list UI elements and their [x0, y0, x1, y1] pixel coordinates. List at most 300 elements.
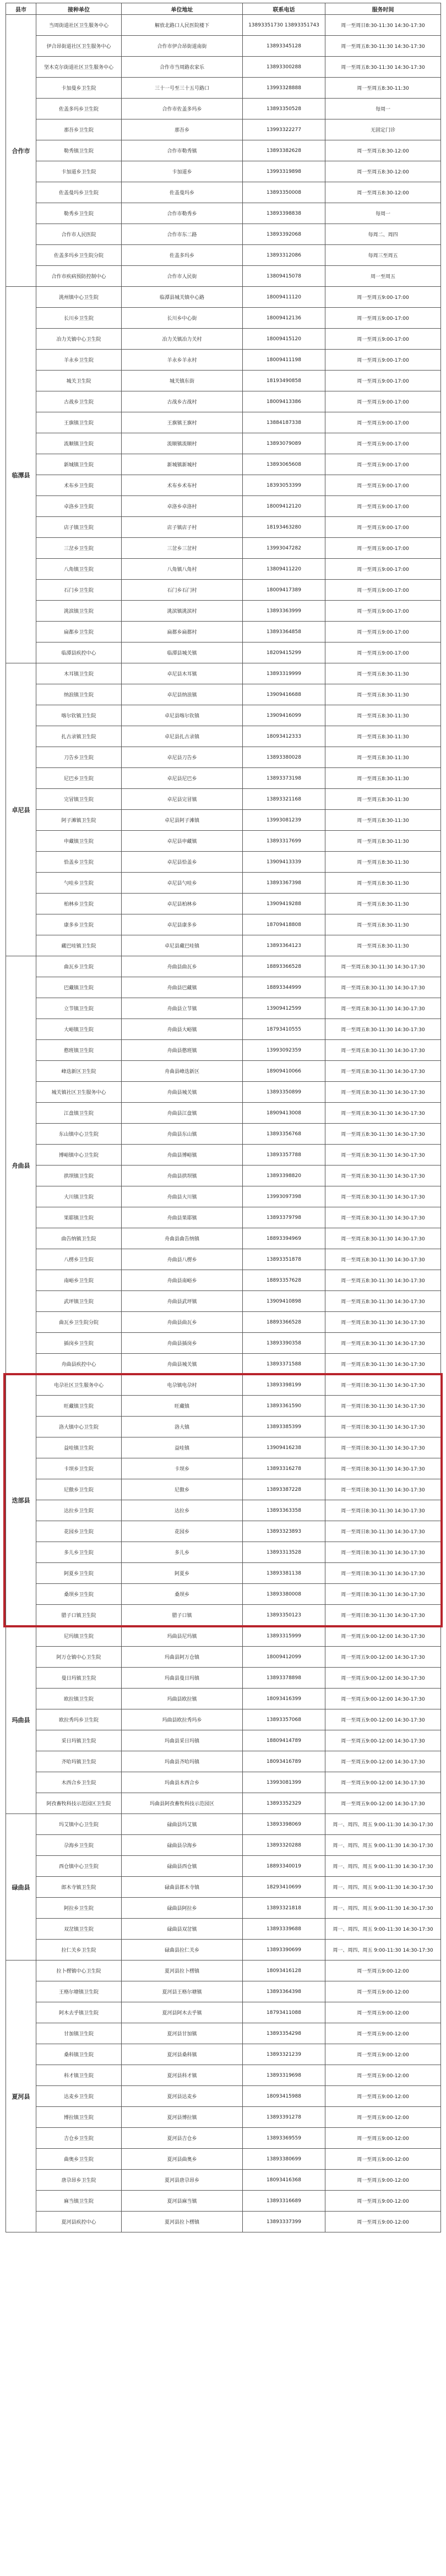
- address-cell: 舟曲县憨班镇: [122, 1040, 243, 1061]
- site-cell: 憨班镇卫生院: [36, 1040, 122, 1061]
- address-cell: 合作市佐盖多玛乡: [122, 99, 243, 119]
- site-cell: 合作市疾病预防控制中心: [36, 266, 122, 287]
- hours-cell: 周一至周五8:30-11:30 14:30-17:30: [325, 1270, 441, 1291]
- phone-cell: 13893398838: [243, 203, 325, 224]
- table-row: [6, 1626, 441, 1647]
- address-cell: 三岔乡三岔村: [122, 538, 243, 559]
- table-row: [6, 663, 441, 684]
- phone-cell: 18009412136: [243, 308, 325, 329]
- site-cell: 阿拉乡卫生院: [36, 1898, 122, 1919]
- hours-cell: 周一至周五9:00-12:00 14:30-17:30: [325, 1772, 441, 1793]
- phone-cell: 13993097398: [243, 1186, 325, 1207]
- address-cell: 八角镇八角村: [122, 559, 243, 580]
- phone-cell: 13893321818: [243, 1898, 325, 1919]
- table-row: [6, 1856, 441, 1877]
- site-cell: 王格尔塘镇卫生院: [36, 1981, 122, 2002]
- site-cell: 武坪镇卫生院: [36, 1291, 122, 1312]
- phone-cell: 13884187338: [243, 412, 325, 433]
- hours-cell: 周一至周五8:30-11:30: [325, 914, 441, 935]
- hours-cell: 周一至周日8:30-11:30 14:30-17:30: [325, 1458, 441, 1479]
- phone-cell: 18909413008: [243, 1103, 325, 1124]
- hours-cell: 周一至周五8:30-11:30 14:30-17:30: [325, 998, 441, 1019]
- table-row: [6, 57, 441, 78]
- address-cell: 卓尼县阿子滩镇: [122, 810, 243, 831]
- site-cell: 阿孜畜牧科技示范园区卫生院: [36, 1793, 122, 1814]
- hours-cell: 周一至周五8:30-11:30 14:30-17:30: [325, 1145, 441, 1166]
- address-cell: 新城镇新城村: [122, 454, 243, 475]
- table-row: [6, 1898, 441, 1919]
- table-row: [6, 914, 441, 935]
- phone-cell: 13893317699: [243, 831, 325, 852]
- address-cell: 夏河县博拉镇: [122, 2107, 243, 2128]
- hours-cell: 周一至周五9:00-12:00 14:30-17:30: [325, 1709, 441, 1730]
- address-cell: 舟曲县曲瓦乡: [122, 956, 243, 977]
- address-cell: 卓洛乡卓洛村: [122, 496, 243, 517]
- address-cell: 洮滨镇洮滨村: [122, 601, 243, 622]
- table-row: [6, 350, 441, 371]
- site-cell: 长川乡卫生院: [36, 308, 122, 329]
- site-cell: 插岗乡卫生院: [36, 1333, 122, 1354]
- table-row: [6, 1270, 441, 1291]
- table-row: [6, 1103, 441, 1124]
- site-cell: 尕海乡卫生院: [36, 1835, 122, 1856]
- table-row: [6, 1228, 441, 1249]
- hours-cell: 周一至周五8:30-11:30 14:30-17:30: [325, 1166, 441, 1186]
- site-cell: 洮滨镇卫生院: [36, 601, 122, 622]
- phone-cell: 18893366528: [243, 1312, 325, 1333]
- hours-cell: 周一至周日8:30-11:30 14:30-17:30: [325, 1437, 441, 1458]
- table-row: [6, 1521, 441, 1542]
- address-cell: 旺藏镇: [122, 1396, 243, 1417]
- hours-cell: 周一至周五8:30-11:30: [325, 810, 441, 831]
- hours-cell: 周一至周五8:30-12:00: [325, 182, 441, 203]
- phone-cell: 13893381138: [243, 1563, 325, 1584]
- phone-cell: 18709418808: [243, 914, 325, 935]
- table-row: [6, 873, 441, 894]
- hours-cell: 周一至周五8:30-11:30: [325, 873, 441, 894]
- hours-cell: 周一至周五9:00-12:00: [325, 2065, 441, 2086]
- table-row: [6, 726, 441, 747]
- table-row: [6, 1500, 441, 1521]
- phone-cell: 13893380028: [243, 747, 325, 768]
- phone-cell: 13893350008: [243, 182, 325, 203]
- phone-cell: 18893340019: [243, 1856, 325, 1877]
- hours-cell: 周一至周五9:00-12:00 14:30-17:30: [325, 1647, 441, 1668]
- table-row: [6, 2065, 441, 2086]
- address-cell: 卡加道乡: [122, 161, 243, 182]
- site-cell: 完冒镇卫生院: [36, 789, 122, 810]
- phone-cell: 13909416238: [243, 1437, 325, 1458]
- address-cell: 舟曲县东山镇: [122, 1124, 243, 1145]
- address-cell: 舟曲县拱坝镇: [122, 1166, 243, 1186]
- address-cell: 舟曲县曲瓦乡: [122, 1312, 243, 1333]
- address-cell: 碌曲县西仓镇: [122, 1856, 243, 1877]
- site-cell: 卡坝乡卫生院: [36, 1458, 122, 1479]
- table-row: [6, 1396, 441, 1417]
- site-cell: 南峪乡卫生院: [36, 1270, 122, 1291]
- table-row: [6, 1312, 441, 1333]
- table-row: [6, 36, 441, 57]
- phone-cell: 13993092359: [243, 1040, 325, 1061]
- site-cell: 立节镇卫生院: [36, 998, 122, 1019]
- table-row: [6, 956, 441, 977]
- phone-cell: 13893319698: [243, 2065, 325, 2086]
- hours-cell: 周一、周四、周五 9:00-11:30 14:30-17:30: [325, 1919, 441, 1940]
- phone-cell: 13909416688: [243, 684, 325, 705]
- site-cell: 博峪镇中心卫生院: [36, 1145, 122, 1166]
- county-cell: 碌曲县: [6, 1814, 36, 1960]
- table-row: [6, 559, 441, 580]
- address-cell: 卓尼县恰盖乡: [122, 852, 243, 873]
- phone-cell: 13893364858: [243, 622, 325, 642]
- hours-cell: 周一至周五9:00-12:00: [325, 2128, 441, 2149]
- site-cell: 江盘镇卫生院: [36, 1103, 122, 1124]
- header-county: 县市: [6, 3, 36, 15]
- site-cell: 齐哈玛镇卫生院: [36, 1751, 122, 1772]
- phone-cell: 13893379798: [243, 1207, 325, 1228]
- hours-cell: 周一至周五9:00-12:00: [325, 2212, 441, 2232]
- site-cell: 博拉镇卫生院: [36, 2107, 122, 2128]
- header-phone: 联系电话: [243, 3, 325, 15]
- address-cell: 玛曲县尼玛镇: [122, 1626, 243, 1647]
- hours-cell: 周一至周五9:00-12:00: [325, 1981, 441, 2002]
- table-row: [6, 810, 441, 831]
- site-cell: 东山镇中心卫生院: [36, 1124, 122, 1145]
- address-cell: 舟曲县南峪乡: [122, 1270, 243, 1291]
- hours-cell: 周一至周五9:00-17:00: [325, 391, 441, 412]
- site-cell: 吉仓乡卫生院: [36, 2128, 122, 2149]
- address-cell: 夏河县麻当镇: [122, 2191, 243, 2212]
- address-cell: 舟曲县城关镇: [122, 1354, 243, 1375]
- address-cell: 三十一号至三十五号路口: [122, 78, 243, 99]
- address-cell: 舟曲县江盘镇: [122, 1103, 243, 1124]
- site-cell: 刀告乡卫生院: [36, 747, 122, 768]
- address-cell: 合作市当周路农家乐: [122, 57, 243, 78]
- table-row: [6, 977, 441, 998]
- address-cell: 花园乡: [122, 1521, 243, 1542]
- table-row: [6, 1751, 441, 1772]
- address-cell: 舟曲县插岗乡: [122, 1333, 243, 1354]
- table-row: [6, 2023, 441, 2044]
- address-cell: 舟曲县峰迭新区: [122, 1061, 243, 1082]
- table-row: [6, 1542, 441, 1563]
- site-cell: 阿子滩镇卫生院: [36, 810, 122, 831]
- site-cell: 尼玛镇卫生院: [36, 1626, 122, 1647]
- address-cell: 电尕镇电尕村: [122, 1375, 243, 1396]
- hours-cell: 周一至周五8:30-11:30: [325, 831, 441, 852]
- address-cell: 夏河县唐尕昂乡: [122, 2170, 243, 2191]
- phone-cell: 18393053399: [243, 475, 325, 496]
- hours-cell: 周一至周五9:00-17:00: [325, 371, 441, 391]
- hours-cell: 周一至周五9:00-17:00: [325, 454, 441, 475]
- site-cell: 卡加曼乡卫生院: [36, 78, 122, 99]
- address-cell: 长川乡中心街: [122, 308, 243, 329]
- site-cell: 合作市人民医院: [36, 224, 122, 245]
- hours-cell: 周一至周五9:00-12:00: [325, 2002, 441, 2023]
- site-cell: 城关镇社区卫生服务中心: [36, 1082, 122, 1103]
- site-cell: 达麦乡卫生院: [36, 2086, 122, 2107]
- site-cell: 峰迭新区卫生院: [36, 1061, 122, 1082]
- phone-cell: 13893316278: [243, 1458, 325, 1479]
- table-row: [6, 78, 441, 99]
- site-cell: 欧拉镇卫生院: [36, 1689, 122, 1709]
- site-cell: 拱坝镇卫生院: [36, 1166, 122, 1186]
- table-row: [6, 1333, 441, 1354]
- phone-cell: 18093412333: [243, 726, 325, 747]
- table-row: [6, 935, 441, 956]
- site-cell: 拉卜楞镇中心卫生院: [36, 1960, 122, 1981]
- table-row: [6, 2170, 441, 2191]
- hours-cell: 周一至周五9:00-12:00: [325, 2107, 441, 2128]
- table-row: [6, 475, 441, 496]
- table-row: [6, 1354, 441, 1375]
- site-cell: 桑坝乡卫生院: [36, 1584, 122, 1605]
- phone-cell: 13893350123: [243, 1605, 325, 1626]
- site-cell: 八楞乡卫生院: [36, 1249, 122, 1270]
- phone-cell: 18093416789: [243, 1751, 325, 1772]
- hours-cell: 周一至周五: [325, 266, 441, 287]
- site-cell: 石门乡卫生院: [36, 580, 122, 601]
- phone-cell: 18009412099: [243, 1647, 325, 1668]
- phone-cell: 13893369559: [243, 2128, 325, 2149]
- hours-cell: 周一至周五8:30-11:30 14:30-17:30: [325, 1082, 441, 1103]
- site-cell: 恰盖乡卫生院: [36, 852, 122, 873]
- address-cell: 碌曲县阿拉乡: [122, 1898, 243, 1919]
- hours-cell: 周一至周五8:30-11:30 14:30-17:30: [325, 1124, 441, 1145]
- phone-cell: 13809411220: [243, 559, 325, 580]
- address-cell: 卓尼县尼巴乡: [122, 768, 243, 789]
- address-cell: 舟曲县大川镇: [122, 1186, 243, 1207]
- table-row: [6, 1563, 441, 1584]
- address-cell: 舟曲县大峪镇: [122, 1019, 243, 1040]
- table-row: [6, 1291, 441, 1312]
- address-cell: 卓尼县纳浪镇: [122, 684, 243, 705]
- phone-cell: 13993322277: [243, 119, 325, 140]
- site-cell: 阿万仓镇中心卫生院: [36, 1647, 122, 1668]
- address-cell: 阿夏乡: [122, 1563, 243, 1584]
- table-row: [6, 1793, 441, 1814]
- phone-cell: 13893363999: [243, 601, 325, 622]
- hours-cell: 周一至周五8:30-11:30 14:30-17:30: [325, 1186, 441, 1207]
- table-header-row: [6, 3, 441, 15]
- hours-cell: 周一至周五8:30-11:30 14:30-17:30: [325, 1228, 441, 1249]
- phone-cell: 18793411088: [243, 2002, 325, 2023]
- hours-cell: 周一至周日8:30-11:30 14:30-17:30: [325, 1479, 441, 1500]
- table-row: [6, 601, 441, 622]
- phone-cell: 13909416099: [243, 705, 325, 726]
- table-row: [6, 119, 441, 140]
- site-cell: 王旗镇卫生院: [36, 412, 122, 433]
- phone-cell: 13893350528: [243, 99, 325, 119]
- address-cell: 玛曲县阿万仓镇: [122, 1647, 243, 1668]
- address-cell: 卓尼县藏巴哇镇: [122, 935, 243, 956]
- phone-cell: 18193490858: [243, 371, 325, 391]
- address-cell: 石门乡石门村: [122, 580, 243, 601]
- site-cell: 夏河县疾控中心: [36, 2212, 122, 2232]
- site-cell: 洮州镇中心卫生院: [36, 287, 122, 308]
- hours-cell: 周一至周五8:30-11:30 14:30-17:30: [325, 1291, 441, 1312]
- hours-cell: 周一至周五9:00-12:00: [325, 2191, 441, 2212]
- table-row: [6, 2191, 441, 2212]
- hours-cell: 周一至周五8:30-11:30 14:30-17:30: [325, 1354, 441, 1375]
- table-row: [6, 2149, 441, 2170]
- hours-cell: 周一至周日8:30-11:30 14:30-17:30: [325, 1396, 441, 1417]
- address-cell: 舟曲县博峪镇: [122, 1145, 243, 1166]
- county-cell: 夏河县: [6, 1960, 36, 2232]
- hours-cell: 每周二、周四: [325, 224, 441, 245]
- table-row: [6, 747, 441, 768]
- table-row: [6, 2002, 441, 2023]
- table-row: [6, 1814, 441, 1835]
- hours-cell: 无固定门诊: [325, 119, 441, 140]
- site-cell: 曲告纳镇卫生院: [36, 1228, 122, 1249]
- site-cell: 洛大镇中心卫生院: [36, 1417, 122, 1437]
- address-cell: 舟曲县巴藏镇: [122, 977, 243, 998]
- table-row: [6, 1981, 441, 2002]
- site-cell: 益哇镇卫生院: [36, 1437, 122, 1458]
- site-cell: 城关卫生院: [36, 371, 122, 391]
- site-cell: 卡加道乡卫生院: [36, 161, 122, 182]
- address-cell: 卓尼县勺哇乡: [122, 873, 243, 894]
- table-row: [6, 140, 441, 161]
- site-cell: 曲瓦乡卫生院: [36, 956, 122, 977]
- hours-cell: 周一至周五9:00-17:00: [325, 287, 441, 308]
- table-row: [6, 1835, 441, 1856]
- site-cell: 三岔乡卫生院: [36, 538, 122, 559]
- table-row: [6, 1145, 441, 1166]
- table-row: [6, 2212, 441, 2232]
- hours-cell: 周一至周五9:00-17:00: [325, 329, 441, 350]
- address-cell: 碌曲县双岔镇: [122, 1919, 243, 1940]
- phone-cell: 18893366528: [243, 956, 325, 977]
- phone-cell: 13893398069: [243, 1814, 325, 1835]
- address-cell: 卓尼县柏林乡: [122, 894, 243, 914]
- address-cell: 合作市伊合昂街道南街: [122, 36, 243, 57]
- site-cell: 麻当镇卫生院: [36, 2191, 122, 2212]
- hours-cell: 周一至周日8:30-11:30 14:30-17:30: [325, 1563, 441, 1584]
- address-cell: 舟曲县八楞乡: [122, 1249, 243, 1270]
- site-cell: 柏林乡卫生院: [36, 894, 122, 914]
- table-row: [6, 1877, 441, 1898]
- address-cell: 夏河县桑科镇: [122, 2044, 243, 2065]
- hours-cell: 周一至周五9:00-12:00: [325, 2086, 441, 2107]
- address-cell: 卓尼县木耳镇: [122, 663, 243, 684]
- address-cell: 临潭县城关镇中心路: [122, 287, 243, 308]
- table-row: [6, 1082, 441, 1103]
- phone-cell: 13893319999: [243, 663, 325, 684]
- hours-cell: 周一至周五8:30-11:30 14:30-17:30: [325, 1312, 441, 1333]
- hours-cell: 周一至周五8:30-11:30 14:30-17:30: [325, 57, 441, 78]
- table-row: [6, 433, 441, 454]
- hours-cell: 周一、周四、周五 9:00-11:30 14:30-17:30: [325, 1898, 441, 1919]
- site-cell: 科才镇卫生院: [36, 2065, 122, 2086]
- site-cell: 郎木寺镇卫生院: [36, 1877, 122, 1898]
- hours-cell: 周一至周五8:30-11:30 14:30-17:30: [325, 956, 441, 977]
- address-cell: 术布乡术布村: [122, 475, 243, 496]
- address-cell: 桑坝乡: [122, 1584, 243, 1605]
- county-cell: 卓尼县: [6, 663, 36, 956]
- table-row: [6, 517, 441, 538]
- site-cell: 多儿乡卫生院: [36, 1542, 122, 1563]
- phone-cell: 13893351878: [243, 1249, 325, 1270]
- phone-cell: 18009417389: [243, 580, 325, 601]
- header-site: 接种单位: [36, 3, 122, 15]
- address-cell: 玛曲县木西合乡: [122, 1772, 243, 1793]
- site-cell: 玛艾镇中心卫生院: [36, 1814, 122, 1835]
- phone-cell: 18009412120: [243, 496, 325, 517]
- hours-cell: 周一至周五8:30-11:30 14:30-17:30: [325, 1103, 441, 1124]
- table-row: [6, 1019, 441, 1040]
- site-cell: 八角镇卫生院: [36, 559, 122, 580]
- phone-cell: 13893356768: [243, 1124, 325, 1145]
- hours-cell: 周一至周五8:30-11:30 14:30-17:30: [325, 1207, 441, 1228]
- hours-cell: 周一至周日8:30-11:30 14:30-17:30: [325, 1542, 441, 1563]
- table-row: [6, 622, 441, 642]
- hours-cell: 周一至周五8:30-11:30 14:30-17:30: [325, 1333, 441, 1354]
- phone-cell: 18093415988: [243, 2086, 325, 2107]
- site-cell: 店子镇卫生院: [36, 517, 122, 538]
- site-cell: 喀尔钦镇卫生院: [36, 705, 122, 726]
- address-cell: 玛曲县欧拉镇: [122, 1689, 243, 1709]
- site-cell: 尼傲乡卫生院: [36, 1479, 122, 1500]
- site-cell: 勒秀乡卫生院: [36, 203, 122, 224]
- table-row: [6, 496, 441, 517]
- site-cell: 康多乡卫生院: [36, 914, 122, 935]
- table-row: [6, 308, 441, 329]
- phone-cell: 13909419288: [243, 894, 325, 914]
- table-row: [6, 1584, 441, 1605]
- hours-cell: 周一至周五9:00-12:00 14:30-17:30: [325, 1689, 441, 1709]
- phone-cell: 13893391278: [243, 2107, 325, 2128]
- table-row: [6, 287, 441, 308]
- phone-cell: 13893313528: [243, 1542, 325, 1563]
- hours-cell: 周一至周五9:00-12:00 14:30-17:30: [325, 1730, 441, 1751]
- address-cell: 碌曲县尕海乡: [122, 1835, 243, 1856]
- table-row: [6, 580, 441, 601]
- phone-cell: 13893398199: [243, 1375, 325, 1396]
- table-row: [6, 642, 441, 663]
- phone-cell: 13893351730 13893351743: [243, 15, 325, 36]
- address-cell: 羊永乡羊永村: [122, 350, 243, 371]
- phone-cell: 13893339688: [243, 1919, 325, 1940]
- address-cell: 合作市东二路: [122, 224, 243, 245]
- address-cell: 碌曲县拉仁关乡: [122, 1940, 243, 1960]
- hours-cell: 每周三至周五: [325, 245, 441, 266]
- hours-cell: 周一至周五9:00-12:00 14:30-17:30: [325, 1751, 441, 1772]
- phone-cell: 13893315999: [243, 1626, 325, 1647]
- hours-cell: 周一至周五9:00-17:00: [325, 580, 441, 601]
- hours-cell: 周一至周五9:00-12:00: [325, 2170, 441, 2191]
- hours-cell: 周一至周五9:00-17:00: [325, 412, 441, 433]
- address-cell: 流顺镇流顺村: [122, 433, 243, 454]
- phone-cell: 13893323893: [243, 1521, 325, 1542]
- address-cell: 多儿乡: [122, 1542, 243, 1563]
- hours-cell: 周一至周五9:00-12:00: [325, 1960, 441, 1981]
- phone-cell: 13993328888: [243, 78, 325, 99]
- hours-cell: 周一至周五9:00-17:00: [325, 475, 441, 496]
- hours-cell: 周一至周五9:00-17:00: [325, 642, 441, 663]
- site-cell: 旺藏镇卫生院: [36, 1396, 122, 1417]
- hours-cell: 周一至周五9:00-12:00 14:30-17:30: [325, 1668, 441, 1689]
- address-cell: 卓尼县康多乡: [122, 914, 243, 935]
- table-row: [6, 1605, 441, 1626]
- phone-cell: 18293410699: [243, 1877, 325, 1898]
- address-cell: 夏河县拉卜楞镇: [122, 1960, 243, 1981]
- hours-cell: 周一至周五8:30-11:30 14:30-17:30: [325, 1019, 441, 1040]
- hours-cell: 周一至周五8:30-11:30: [325, 78, 441, 99]
- address-cell: 合作市人民街: [122, 266, 243, 287]
- county-cell: 临潭县: [6, 287, 36, 663]
